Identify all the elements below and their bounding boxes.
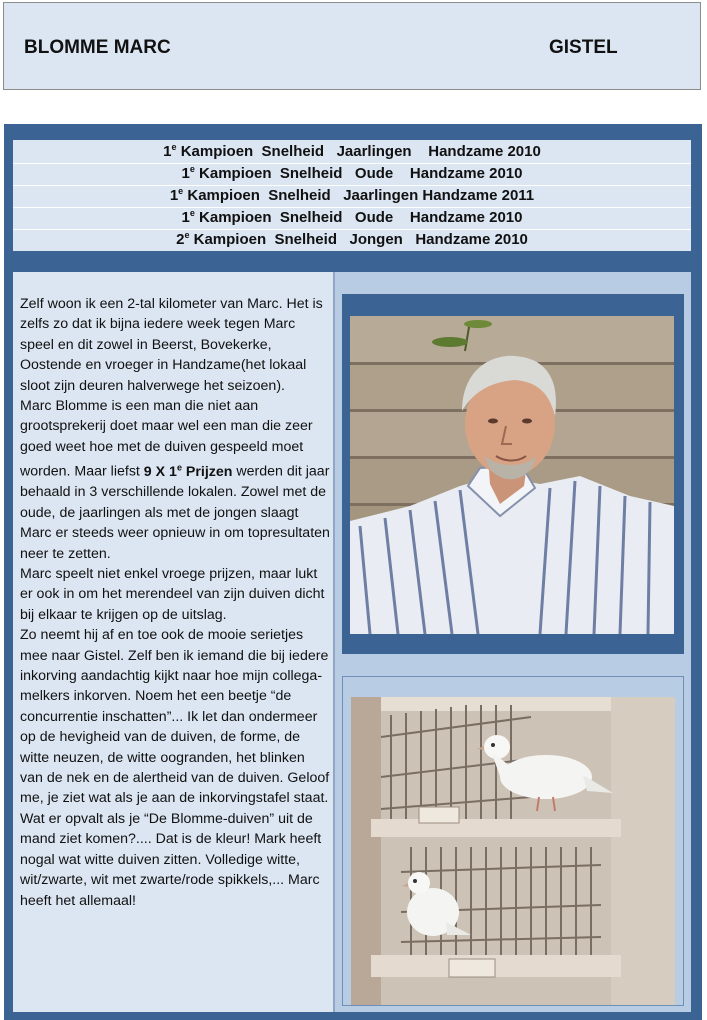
city-name: GISTEL [549, 37, 618, 58]
article-column [13, 272, 333, 1012]
championship-list [13, 140, 691, 251]
prize-highlight: 9 X 1e Prijzen [143, 462, 233, 480]
fancier-name: BLOMME MARC [24, 37, 171, 58]
article-paragraph: Zelf woon ik een 2-tal kilometer van Marc. Het is zelfs zo dat ik bijna iedere week tegen Marc speel en dit zowel in Beerst, Bovekerke, Oostende en vroeger in Handzame(het lokaal sloot zijn deuren halverwege het seizoen). [20, 296, 323, 394]
championship-line: 1e Kampioen Snelheid Jaarlingen Handzame 2010 [163, 142, 541, 160]
article-paragraph: Zo neemt hij af en toe ook de mooie serietjes mee naar Gistel. Zelf ben ik iemand die bij iedere inkorving aandachtig kijkt naar hoe mijn collega-melkers inkorven. Noem het een beetje “de concurrentie inschatten”... Ik let dan ondermeer op de hevigheid van de duiven, de forme, de witte neuzen, de witte oogranden, het blinken van de nek en de alertheid van de duiven. Geloof me, je ziet wat als je aan de inkorvingstafel staat. Wat er opvalt als je “De Blomme-duiven” uit de mand ziet komen?.... Dat is de kleur! Mark heeft nogal wat witte duiven zitten. Volledige witte, wit/zwarte, wit met zwarte/rode spikkels,... Marc heeft het allemaal! [20, 627, 330, 909]
separator-band [13, 251, 691, 271]
pigeon-photo [351, 697, 675, 1005]
pigeon-frame [342, 676, 684, 1006]
main-panel [4, 124, 702, 1020]
championship-line: 1e Kampioen Snelheid Oude Handzame 2010 [181, 208, 523, 226]
article-paragraph: Marc speelt niet enkel vroege prijzen, maar lukt er ook in om het merendeel van zijn duiven dicht bij elkaar te krijgen op de uitslag. [20, 566, 325, 623]
championship-line: 1e Kampioen Snelheid Jaarlingen Handzame 2011 [169, 186, 535, 204]
article-paragraph: Marc Blomme is een man die niet aan grootsprekerij doet maar wel een man die zeer goed weet hoe met de duiven gespeeld moet worden. Maar liefst 9 X 1e Prijzen werden dit jaar behaald in 3 verschillende lokalen. Zowel met de oude, de jaarlingen als met de jongen slaagt Marc er steeds weer opnieuw in om topresultaten neer te zetten. [20, 398, 330, 562]
portrait-frame [342, 294, 684, 654]
championship-line: 2e Kampioen Snelheid Jongen Handzame 2010 [176, 230, 528, 248]
header-box [3, 2, 701, 90]
portrait-photo [350, 316, 674, 634]
article-body [20, 294, 330, 911]
championship-line: 1e Kampioen Snelheid Oude Handzame 2010 [181, 164, 523, 182]
photo-column [335, 272, 691, 1012]
